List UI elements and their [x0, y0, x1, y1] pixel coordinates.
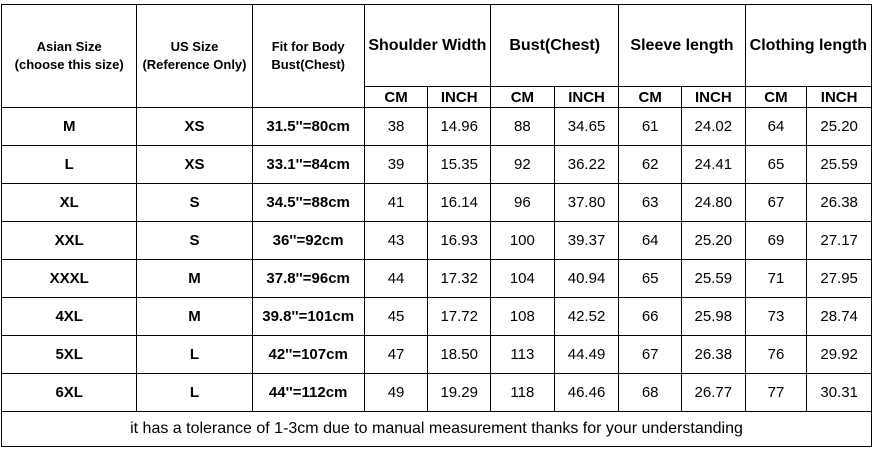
sleeve-cm-cell: 62 — [619, 146, 682, 184]
shoulder-cm-cell: 41 — [364, 184, 428, 222]
length-inch-cell: 29.92 — [807, 336, 872, 374]
length-cm-cell: 65 — [745, 146, 807, 184]
length-inch-cell: 28.74 — [807, 298, 872, 336]
table-row — [2, 374, 872, 412]
fit-body-header-line1: Fit for Body — [271, 39, 345, 54]
asian-size-cell: 5XL — [2, 336, 137, 374]
shoulder-inch-cell: 18.50 — [428, 336, 491, 374]
bust-cm-cell: 104 — [491, 260, 555, 298]
sleeve-cm-cell: 63 — [619, 184, 682, 222]
length-cm-cell: 69 — [745, 222, 807, 260]
length-cm-cell: 73 — [745, 298, 807, 336]
asian-size-cell: XXL — [2, 222, 137, 260]
table-row — [2, 222, 872, 260]
table-row — [2, 336, 872, 374]
sleeve-cm-cell: 67 — [619, 336, 682, 374]
us-size-cell: S — [137, 222, 252, 260]
sleeve-cm-cell: 64 — [619, 222, 682, 260]
us-size-cell: L — [137, 336, 252, 374]
sleeve-cm-cell: 61 — [619, 108, 682, 146]
shoulder-cm-cell: 44 — [364, 260, 428, 298]
us-size-header — [137, 5, 252, 108]
fit-body-cell: 42''=107cm — [252, 336, 364, 374]
sleeve-inch-cell: 25.59 — [682, 260, 746, 298]
tolerance-note: it has a tolerance of 1-3cm due to manual measurement thanks for your understanding — [2, 412, 872, 447]
bust-inch-cell: 36.22 — [554, 146, 619, 184]
fit-body-cell: 44''=112cm — [252, 374, 364, 412]
shoulder-inch-cell: 16.93 — [428, 222, 491, 260]
shoulder-cm-cell: 47 — [364, 336, 428, 374]
sleeve-inch-cell: 24.80 — [682, 184, 746, 222]
fit-body-cell: 37.8''=96cm — [252, 260, 364, 298]
bust-inch-cell: 46.46 — [554, 374, 619, 412]
shoulder-cm-cell: 49 — [364, 374, 428, 412]
asian-size-cell: 6XL — [2, 374, 137, 412]
length-inch-cell: 27.17 — [807, 222, 872, 260]
unit-cm-header: CM — [745, 87, 807, 108]
bust-cm-cell: 88 — [491, 108, 555, 146]
length-inch-cell: 30.31 — [807, 374, 872, 412]
asian-size-header — [2, 5, 137, 108]
bust-inch-cell: 34.65 — [554, 108, 619, 146]
shoulder-cm-cell: 43 — [364, 222, 428, 260]
table-row — [2, 260, 872, 298]
shoulder-inch-cell: 14.96 — [428, 108, 491, 146]
bust-cm-cell: 108 — [491, 298, 555, 336]
shoulder-cm-cell: 39 — [364, 146, 428, 184]
asian-size-cell: XL — [2, 184, 137, 222]
shoulder-inch-cell: 16.14 — [428, 184, 491, 222]
bust-inch-cell: 44.49 — [554, 336, 619, 374]
us-size-cell: XS — [137, 146, 252, 184]
asian-size-cell: M — [2, 108, 137, 146]
bust-cm-cell: 92 — [491, 146, 555, 184]
sleeve-inch-cell: 26.77 — [682, 374, 746, 412]
sleeve-inch-cell: 25.20 — [682, 222, 746, 260]
us-size-cell: M — [137, 298, 252, 336]
bust-inch-cell: 42.52 — [554, 298, 619, 336]
asian-size-cell: L — [2, 146, 137, 184]
fit-body-cell: 36''=92cm — [252, 222, 364, 260]
unit-cm-header: CM — [619, 87, 682, 108]
table-row — [2, 146, 872, 184]
shoulder-inch-cell: 15.35 — [428, 146, 491, 184]
sleeve-inch-cell: 26.38 — [682, 336, 746, 374]
unit-cm-header: CM — [491, 87, 555, 108]
sleeve-inch-cell: 24.41 — [682, 146, 746, 184]
shoulder-inch-cell: 17.32 — [428, 260, 491, 298]
length-cm-cell: 67 — [745, 184, 807, 222]
bust-cm-cell: 96 — [491, 184, 555, 222]
header-row — [2, 5, 872, 87]
us-size-cell: XS — [137, 108, 252, 146]
us-size-header-line1: US Size — [170, 39, 219, 54]
shoulder-cm-cell: 38 — [364, 108, 428, 146]
table-row — [2, 298, 872, 336]
sleeve-cm-cell: 66 — [619, 298, 682, 336]
bust-cm-cell: 100 — [491, 222, 555, 260]
sleeve-inch-cell: 25.98 — [682, 298, 746, 336]
footer-row — [2, 412, 872, 447]
shoulder-cm-cell: 45 — [364, 298, 428, 336]
asian-size-cell: 4XL — [2, 298, 137, 336]
sleeve-cm-cell: 68 — [619, 374, 682, 412]
length-inch-cell: 25.59 — [807, 146, 872, 184]
shoulder-inch-cell: 17.72 — [428, 298, 491, 336]
sleeve-cm-cell: 65 — [619, 260, 682, 298]
fit-body-cell: 33.1''=84cm — [252, 146, 364, 184]
table-row — [2, 108, 872, 146]
unit-inch-header: INCH — [807, 87, 872, 108]
length-cm-cell: 71 — [745, 260, 807, 298]
fit-body-cell: 34.5''=88cm — [252, 184, 364, 222]
size-chart-table — [1, 4, 872, 447]
sleeve-inch-cell: 24.02 — [682, 108, 746, 146]
asian-size-header-line1: Asian Size — [36, 39, 102, 54]
length-cm-cell: 77 — [745, 374, 807, 412]
length-inch-cell: 27.95 — [807, 260, 872, 298]
us-size-cell: L — [137, 374, 252, 412]
bust-inch-cell: 37.80 — [554, 184, 619, 222]
length-inch-cell: 25.20 — [807, 108, 872, 146]
fit-body-cell: 39.8''=101cm — [252, 298, 364, 336]
us-size-cell: M — [137, 260, 252, 298]
size-chart-body — [2, 5, 872, 447]
bust-inch-cell: 40.94 — [554, 260, 619, 298]
unit-inch-header: INCH — [428, 87, 491, 108]
fit-body-header-line2: Bust(Chest) — [271, 57, 345, 72]
unit-inch-header: INCH — [682, 87, 746, 108]
length-cm-cell: 76 — [745, 336, 807, 374]
bust-cm-cell: 113 — [491, 336, 555, 374]
shoulder-inch-cell: 19.29 — [428, 374, 491, 412]
shoulder-width-header: Shoulder Width — [364, 5, 490, 87]
length-inch-cell: 26.38 — [807, 184, 872, 222]
fit-body-cell: 31.5''=80cm — [252, 108, 364, 146]
asian-size-header-line2: (choose this size) — [14, 57, 124, 72]
unit-cm-header: CM — [364, 87, 428, 108]
table-row — [2, 184, 872, 222]
unit-inch-header: INCH — [554, 87, 619, 108]
length-cm-cell: 64 — [745, 108, 807, 146]
us-size-cell: S — [137, 184, 252, 222]
bust-inch-cell: 39.37 — [554, 222, 619, 260]
bust-cm-cell: 118 — [491, 374, 555, 412]
sleeve-length-header: Sleeve length — [619, 5, 745, 87]
bust-header: Bust(Chest) — [491, 5, 619, 87]
fit-body-header — [252, 5, 364, 108]
clothing-length-header: Clothing length — [745, 5, 871, 87]
asian-size-cell: XXXL — [2, 260, 137, 298]
us-size-header-line2: (Reference Only) — [142, 57, 247, 72]
